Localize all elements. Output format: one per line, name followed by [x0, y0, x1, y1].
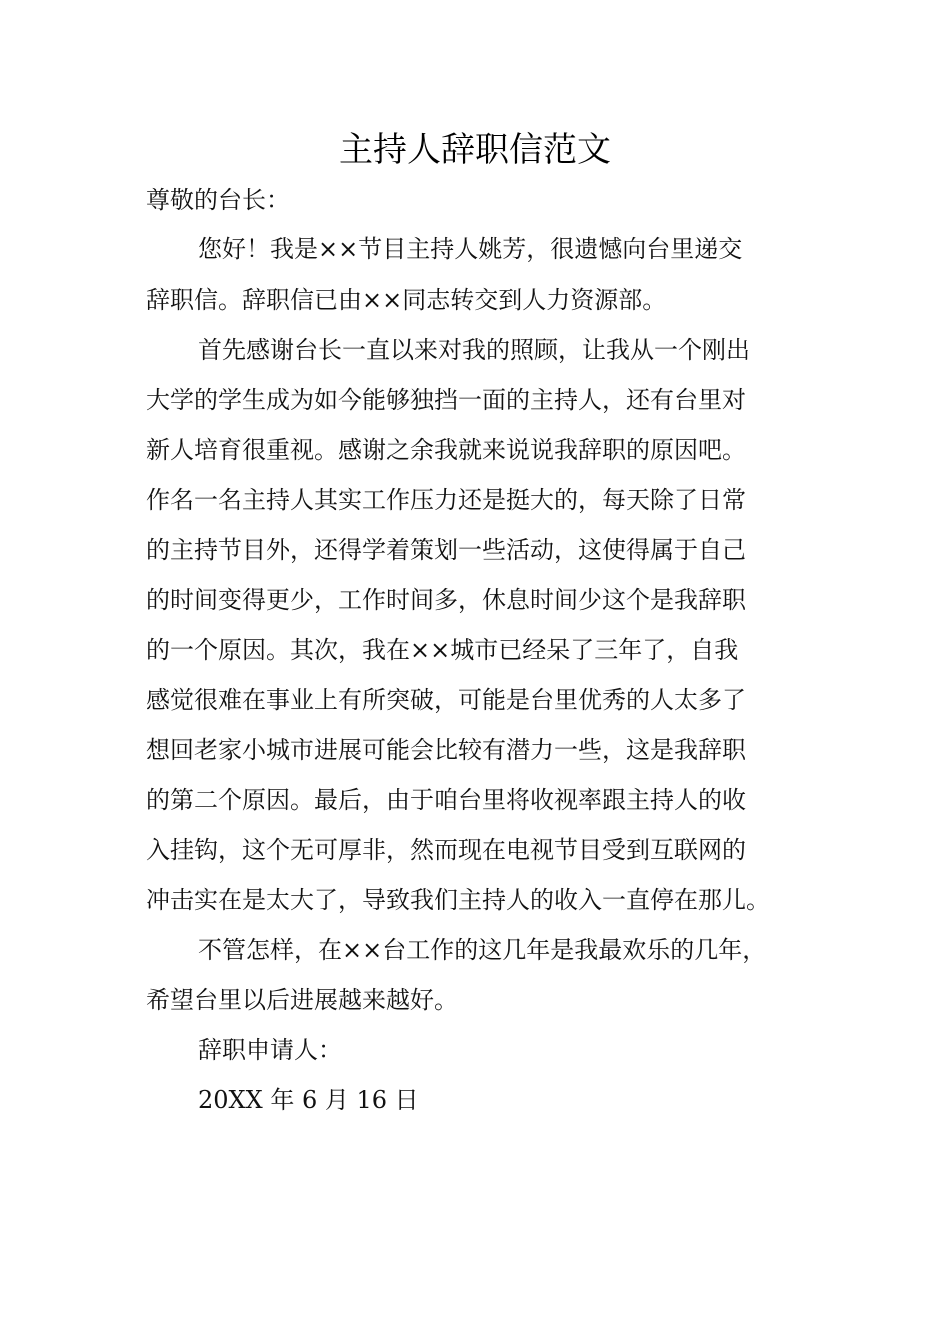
body-line: 的时间变得更少，工作时间多，休息时间少这个是我辞职 [146, 586, 746, 614]
body-line: 新人培育很重视。感谢之余我就来说说我辞职的原因吧。 [146, 436, 746, 464]
body-line: 的主持节目外，还得学着策划一些活动，这使得属于自己 [146, 536, 746, 564]
body-line: 感觉很难在事业上有所突破，可能是台里优秀的人太多了 [146, 686, 746, 714]
body-line: 辞职信。辞职信已由××同志转交到人力资源部。 [146, 286, 667, 314]
signature-label: 辞职申请人： [198, 1036, 342, 1064]
body-line: 首先感谢台长一直以来对我的照顾，让我从一个刚出 [198, 336, 750, 364]
body-line: 冲击实在是太大了，导致我们主持人的收入一直停在那儿。 [146, 886, 770, 914]
body-line: 大学的学生成为如今能够独挡一面的主持人，还有台里对 [146, 386, 746, 414]
document-title: 主持人辞职信范文 [339, 130, 611, 170]
body-line: 希望台里以后进展越来越好。 [146, 986, 458, 1014]
body-line: 的一个原因。其次，我在××城市已经呆了三年了，自我 [146, 636, 739, 664]
body-line: 作名一名主持人其实工作压力还是挺大的，每天除了日常 [146, 486, 746, 514]
salutation: 尊敬的台长： [146, 186, 290, 214]
body-line: 入挂钩，这个无可厚非，然而现在电视节目受到互联网的 [146, 836, 746, 864]
signature-date: 20XX 年 6 月 16 日 [198, 1086, 419, 1114]
body-line: 您好！我是××节目主持人姚芳，很遗憾向台里递交 [198, 235, 743, 263]
body-line: 的第二个原因。最后，由于咱台里将收视率跟主持人的收 [146, 786, 746, 814]
body-line: 不管怎样，在××台工作的这几年是我最欢乐的几年， [198, 936, 767, 964]
body-line: 想回老家小城市进展可能会比较有潜力一些，这是我辞职 [146, 736, 746, 764]
